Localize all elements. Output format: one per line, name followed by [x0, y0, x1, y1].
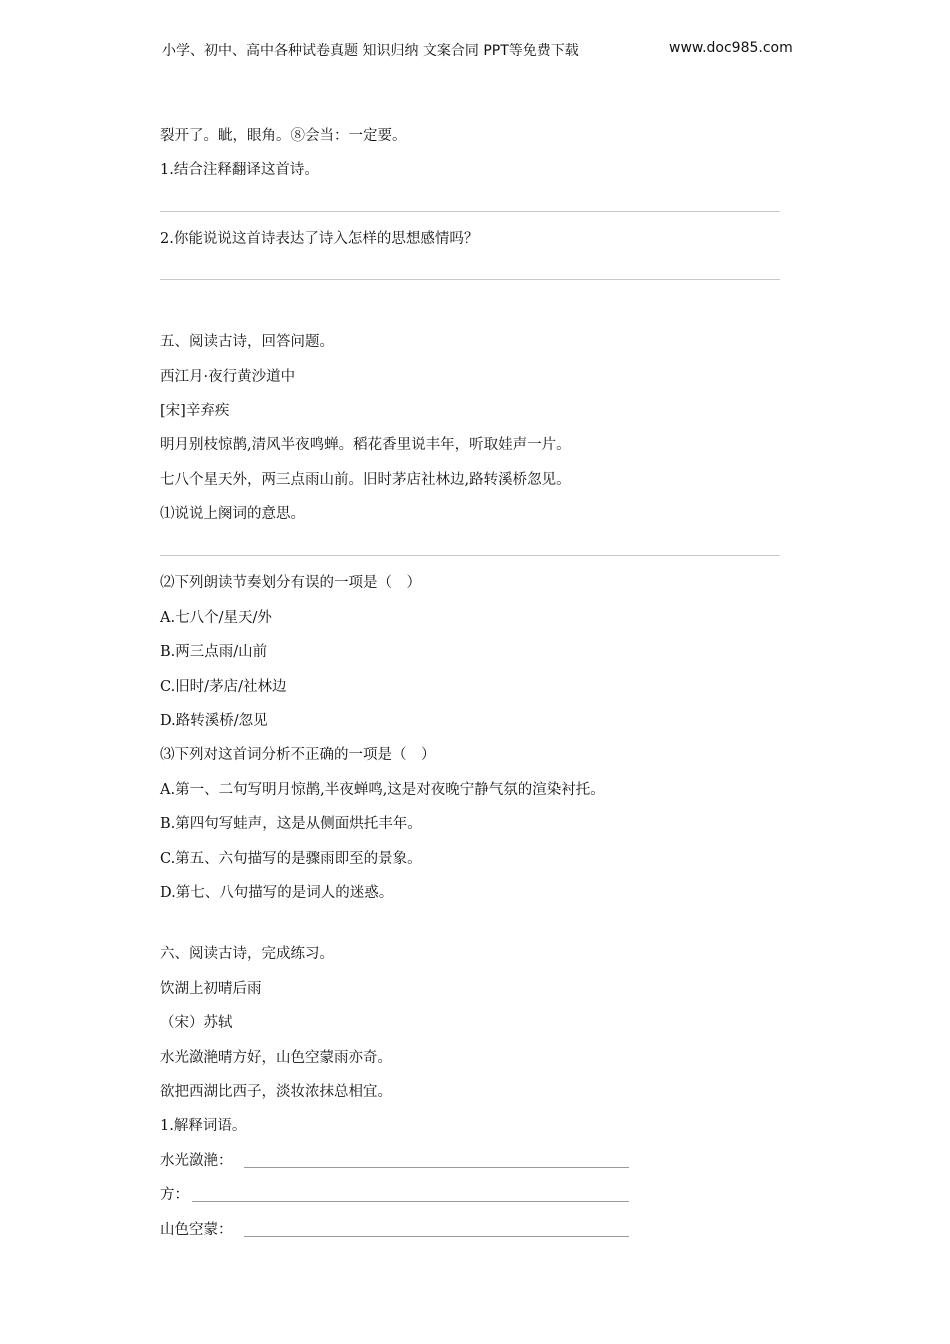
q3-option-b: B.第四句写蛙声，这是从侧面烘托丰年。 — [160, 816, 422, 832]
question-translate: 1.结合注释翻译这首诗。 — [160, 162, 319, 178]
q2-option-a: A.七八个/星天/外 — [160, 610, 272, 626]
section5-heading: 五、阅读古诗，回答问题。 — [160, 334, 334, 350]
page-header — [162, 40, 802, 62]
q3-option-a: A.第一、二句写明月惊鹊,半夜蝉鸣,这是对夜晚宁静气氛的渲染衬托。 — [160, 782, 605, 798]
section6-poem-title: 饮湖上初晴后雨 — [160, 981, 262, 997]
section5-poem-line-1: 明月别枝惊鹊,清风半夜鸣蝉。稻花香里说丰年，听取娃声一片。 — [160, 437, 571, 453]
term-row-shuiguang — [160, 1151, 630, 1173]
term-label: 山色空蒙： — [160, 1222, 233, 1238]
q3-option-d: D.第七、八句描写的是词人的迷惑。 — [160, 885, 394, 901]
section5-question-1: ⑴说说上阕词的意思。 — [160, 506, 305, 522]
answer-line-1 — [160, 211, 780, 212]
q2-option-c: C.旧时/茅店/社林边 — [160, 679, 287, 695]
q2-option-d: D.路转溪桥/忽见 — [160, 713, 268, 729]
section6-question-1: 1.解释词语。 — [160, 1118, 247, 1134]
section6-poem-author: （宋）苏轼 — [160, 1015, 233, 1031]
annotation-note: 裂开了。眦，眼角。⑧会当：一定要。 — [160, 128, 407, 144]
section6-heading: 六、阅读古诗，完成练习。 — [160, 946, 334, 962]
section5-poem-title: 西江月·夜行黄沙道中 — [160, 369, 296, 385]
question-feelings: 2.你能说说这首诗表达了诗入怎样的思想感情吗？ — [160, 231, 479, 247]
q3-option-c: C.第五、六句描写的是骤雨即至的景象。 — [160, 851, 422, 867]
term-row-fang — [160, 1185, 630, 1207]
section5-question-3: ⑶下列对这首词分析不正确的一项是（ ） — [160, 747, 436, 763]
term-label: 方： — [160, 1187, 189, 1203]
header-site-url: www.doc985.com — [669, 40, 793, 56]
section5-poem-author: [宋]辛弃疾 — [160, 403, 230, 419]
fill-blank-line[interactable] — [244, 1236, 629, 1237]
section5-poem-line-2: 七八个星天外，两三点雨山前。旧时茅店社林边,路转溪桥忽见。 — [160, 472, 571, 488]
fill-blank-line[interactable] — [244, 1167, 629, 1168]
term-row-shanse — [160, 1220, 630, 1242]
section6-poem-line-1: 水光潋滟晴方好，山色空蒙雨亦奇。 — [160, 1050, 392, 1066]
section5-question-2: ⑵下列朗读节奏划分有误的一项是（ ） — [160, 575, 421, 591]
answer-line-2 — [160, 279, 780, 280]
header-text: 小学、初中、高中各种试卷真题 知识归纳 文案合同 PPT等免费下载 — [162, 43, 579, 59]
q2-option-b: B.两三点雨/山前 — [160, 644, 268, 660]
section6-poem-line-2: 欲把西湖比西子，淡妆浓抹总相宜。 — [160, 1084, 392, 1100]
term-label: 水光潋滟： — [160, 1153, 233, 1169]
answer-line-3 — [160, 555, 780, 556]
fill-blank-line[interactable] — [192, 1201, 629, 1202]
